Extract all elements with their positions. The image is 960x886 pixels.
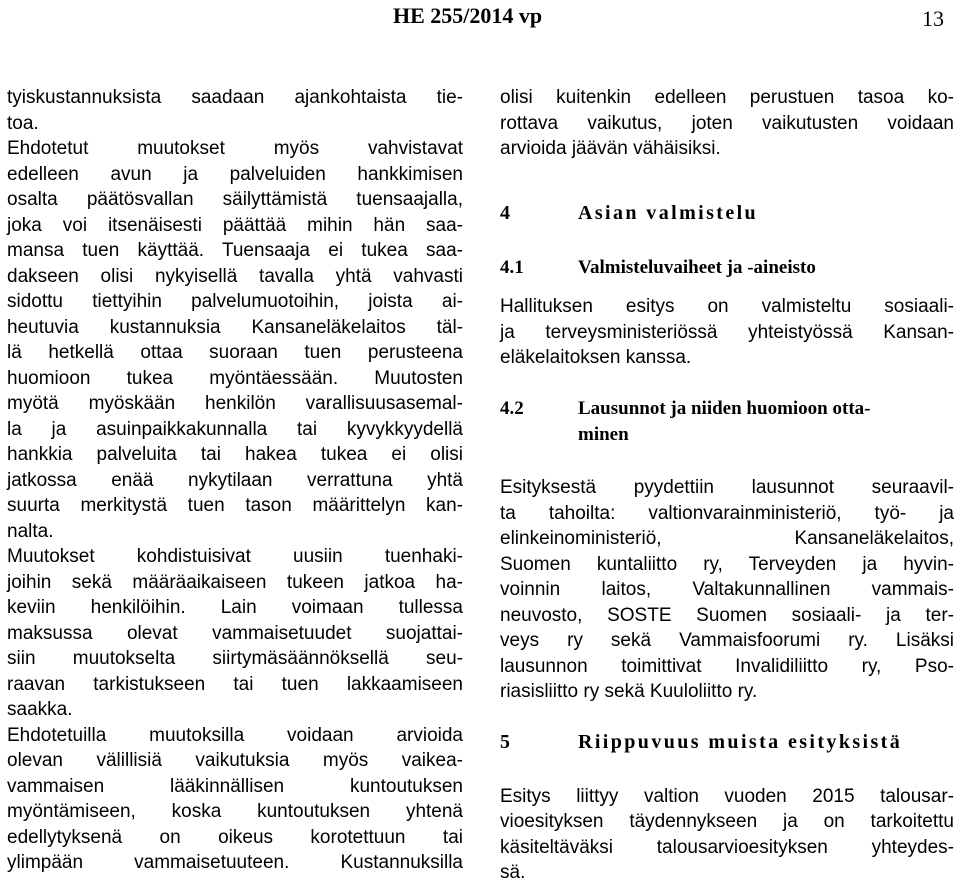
text-line: edellytyksenä on oikeus korotettuun tai bbox=[7, 826, 463, 848]
text-line: la ja asuinpaikkakunnalla tai kyvykkyydellä bbox=[7, 418, 463, 440]
document-id: HE 255/2014 vp bbox=[393, 3, 543, 28]
text-line: osalta päätösvallan säilyttämistä tuensaajalla, bbox=[7, 189, 463, 210]
section-number: 5 bbox=[500, 731, 510, 753]
text-line: elinkeinoministeriö, Kansaneläkelaitos, bbox=[500, 528, 954, 549]
text-line: Muutokset kohdistuisivat uusiin tuenhaki- bbox=[7, 546, 463, 567]
text-line: käsiteltäväksi talousarvioesityksen yhteydes- bbox=[500, 836, 954, 858]
section-4-heading bbox=[500, 201, 954, 227]
text-line: nalta. bbox=[7, 520, 54, 542]
subsection-number: 4.1 bbox=[500, 256, 524, 278]
text-line: heutuvia kustannuksia Kansaneläkelaitos täl- bbox=[7, 316, 463, 338]
section-4-2-paragraph bbox=[500, 475, 954, 705]
text-line: eläkelaitoksen kanssa. bbox=[500, 347, 692, 368]
right-column bbox=[500, 85, 954, 886]
section-4-2-heading bbox=[500, 396, 954, 422]
text-line: Ehdotetuilla muutoksilla voidaan arvioida bbox=[7, 724, 463, 746]
text-line: voinnin laitos, Valtakunnallinen vammais- bbox=[500, 579, 954, 600]
intro-paragraph bbox=[500, 85, 954, 162]
subsection-title-line-2: minen bbox=[578, 423, 629, 445]
text-line: ylimpään vammaisetuuteen. Kustannuksilla bbox=[7, 852, 463, 873]
subsection-number: 4.2 bbox=[500, 398, 524, 419]
section-title: Riippuvuus muista esityksistä bbox=[578, 731, 903, 753]
text-line: hankkia palveluita tai hakea tukea ei olisi bbox=[7, 444, 463, 465]
text-line: joka voi itsenäisesti päättää mihin hän saa- bbox=[7, 214, 463, 236]
text-line: huomioon tukea myöntäessään. Muutosten bbox=[7, 367, 463, 389]
text-line: tyiskustannuksista saadaan ajankohtaista tie- bbox=[7, 87, 463, 108]
text-line: rottava vaikutus, joten vaikutusten voidaan bbox=[500, 112, 954, 134]
section-4-2-heading-cont bbox=[500, 422, 954, 448]
text-line: siin muutokselta siirtymäsäännöksellä seu- bbox=[7, 648, 463, 669]
text-line: Hallituksen esitys on valmisteltu sosiaali- bbox=[500, 296, 954, 317]
text-line: maksussa olevat vammaisetuudet suojattai- bbox=[7, 622, 463, 644]
text-line: vioesityksen täydennykseen ja on tarkoitettu bbox=[500, 811, 954, 832]
section-5-heading bbox=[500, 730, 954, 756]
text-line: dakseen olisi nykyisellä tavalla yhtä vahvasti bbox=[7, 265, 463, 287]
text-line: sidottu tiettyihin palvelumuotoihin, joista ai- bbox=[7, 291, 463, 312]
text-line: ta tahoilta: valtionvarainministeriö, työ- ja bbox=[500, 502, 954, 524]
text-line: suurta merkitystä tuen tason määrittelyn kan- bbox=[7, 495, 463, 516]
text-line: veys ry sekä Vammaisfoorumi ry. Lisäksi bbox=[500, 630, 954, 651]
page-number: 13 bbox=[922, 6, 944, 31]
left-column bbox=[7, 85, 463, 876]
text-line: keviin henkilöihin. Lain voimaan tullessa bbox=[7, 597, 463, 618]
section-5-paragraph bbox=[500, 784, 954, 886]
text-line: saakka. bbox=[7, 699, 73, 720]
text-line: arvioida jäävän vähäisiksi. bbox=[500, 138, 721, 159]
text-line: joihin sekä määräaikaiseen tukeen jatkoa ha- bbox=[7, 571, 463, 593]
section-4-1-heading bbox=[500, 255, 954, 281]
text-line: neuvosto, SOSTE Suomen sosiaali- ja ter- bbox=[500, 604, 954, 626]
text-line: Ehdotetut muutokset myös vahvistavat bbox=[7, 138, 463, 159]
text-line: lausunnon toimittivat Invalidiliitto ry, Pso- bbox=[500, 655, 954, 677]
text-line: toa. bbox=[7, 112, 39, 134]
text-line: ja terveysministeriössä yhteistyössä Kansan- bbox=[500, 321, 954, 343]
text-line: Esityksestä pyydettiin lausunnot seuraavil- bbox=[500, 477, 954, 498]
text-line: raavan tarkistukseen tai tuen lakkaamiseen bbox=[7, 673, 463, 695]
text-line: vammaisen lääkinnällisen kuntoutuksen bbox=[7, 775, 463, 797]
text-line: riasisliitto ry sekä Kuuloliitto ry. bbox=[500, 681, 758, 702]
text-line: Suomen kuntaliitto ry, Terveyden ja hyvin- bbox=[500, 553, 954, 575]
text-line: myöntämiseen, koska kuntoutuksen yhtenä bbox=[7, 801, 463, 822]
text-line: olevan välillisiä vaikutuksia myös vaikea- bbox=[7, 750, 463, 771]
text-line: mansa tuen käyttää. Tuensaaja ei tukea saa- bbox=[7, 240, 463, 261]
subsection-title-line-1: Lausunnot ja niiden huomioon otta- bbox=[578, 398, 871, 419]
section-number: 4 bbox=[500, 202, 510, 224]
text-line: lä hetkellä ottaa suoraan tuen perusteena bbox=[7, 342, 463, 363]
text-line: sä. bbox=[500, 862, 526, 883]
text-line: olisi kuitenkin edelleen perustuen tasoa ko- bbox=[500, 87, 954, 108]
text-line: jatkossa enää nykytilaan verrattuna yhtä bbox=[7, 469, 463, 491]
text-line: myötä myöskään henkilön varallisuusasemal- bbox=[7, 393, 463, 414]
text-line: edelleen avun ja palveluiden hankkimisen bbox=[7, 163, 463, 185]
text-line: Esitys liittyy valtion vuoden 2015 talousar- bbox=[500, 785, 954, 807]
section-4-1-paragraph bbox=[500, 294, 954, 371]
section-title: Asian valmistelu bbox=[578, 202, 759, 224]
subsection-title: Valmisteluvaiheet ja -aineisto bbox=[578, 256, 816, 278]
